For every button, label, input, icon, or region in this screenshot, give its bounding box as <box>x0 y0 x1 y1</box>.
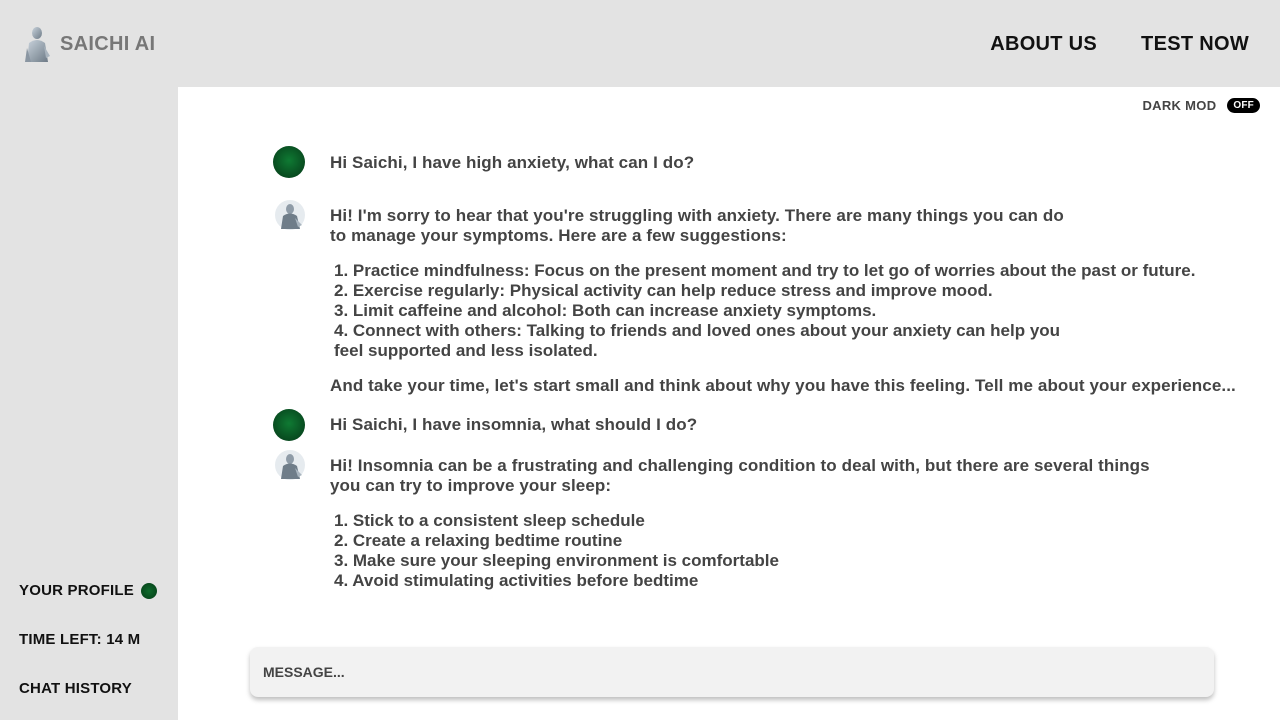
user-avatar <box>273 409 305 441</box>
message-text: Hi Saichi, I have insomnia, what should I do? <box>330 415 698 434</box>
main-nav <box>990 33 1249 56</box>
nav-about-us[interactable]: ABOUT US <box>990 33 1098 55</box>
list-item: 2. Create a relaxing bedtime routine <box>334 531 623 550</box>
list-item: 1. Stick to a consistent sleep schedule <box>334 511 645 530</box>
list-item: 2. Exercise regularly: Physical activity can help reduce stress and improve mood. <box>334 281 993 300</box>
profile-label: YOUR PROFILE <box>19 582 134 599</box>
list-item: 4. Avoid stimulating activities before bedtime <box>334 571 699 590</box>
bot-avatar-icon <box>275 200 305 230</box>
chat-history-label: CHAT HISTORY <box>19 680 132 697</box>
suggestion-list <box>334 511 779 591</box>
brand[interactable] <box>22 26 155 62</box>
user-avatar <box>273 146 305 178</box>
brand-name: SAICHI AI <box>60 32 156 55</box>
profile-status-icon <box>141 583 157 599</box>
list-item: 4. Connect with others: Talking to friends and loved ones about your anxiety can help you feel supported and less isolated. <box>334 321 1061 360</box>
message-input[interactable] <box>263 664 1214 680</box>
message-composer <box>250 647 1214 697</box>
saichi-logo-icon <box>22 26 52 62</box>
nav-test-now[interactable]: TEST NOW <box>1141 33 1249 55</box>
list-item: 3. Make sure your sleeping environment is comfortable <box>334 551 779 570</box>
sidebar-item-profile[interactable] <box>19 582 157 599</box>
bot-avatar-icon <box>275 450 305 480</box>
message-text: Hi! I'm sorry to hear that you're struggling with anxiety. There are many things you can do to manage your symptoms. Here are a few suggestions: <box>330 206 1064 245</box>
message-text: Hi Saichi, I have high anxiety, what can I do? <box>330 153 695 172</box>
sidebar-item-chat-history[interactable] <box>19 680 132 697</box>
dark-mode-toggle[interactable]: OFF <box>1227 98 1260 113</box>
suggestion-list <box>334 261 1195 361</box>
top-header <box>0 0 1280 87</box>
list-item: 1. Practice mindfulness: Focus on the present moment and try to let go of worries about the past or future. <box>334 261 1196 280</box>
dark-mode-control <box>1142 98 1260 113</box>
list-item: 3. Limit caffeine and alcohol: Both can increase anxiety symptoms. <box>334 301 877 320</box>
message-text: Hi! Insomnia can be a frustrating and challenging condition to deal with, but there are several things you can try to improve your sleep: <box>330 456 1150 495</box>
time-left-label: TIME LEFT: 14 M <box>19 631 141 648</box>
dark-mode-label: DARK MOD <box>1142 98 1217 113</box>
message-text: And take your time, let's start small and think about why you have this feeling. Tell me about your experience... <box>330 376 1236 395</box>
sidebar-item-time-left <box>19 631 140 648</box>
sidebar <box>0 87 178 720</box>
chat-panel <box>178 87 1280 720</box>
